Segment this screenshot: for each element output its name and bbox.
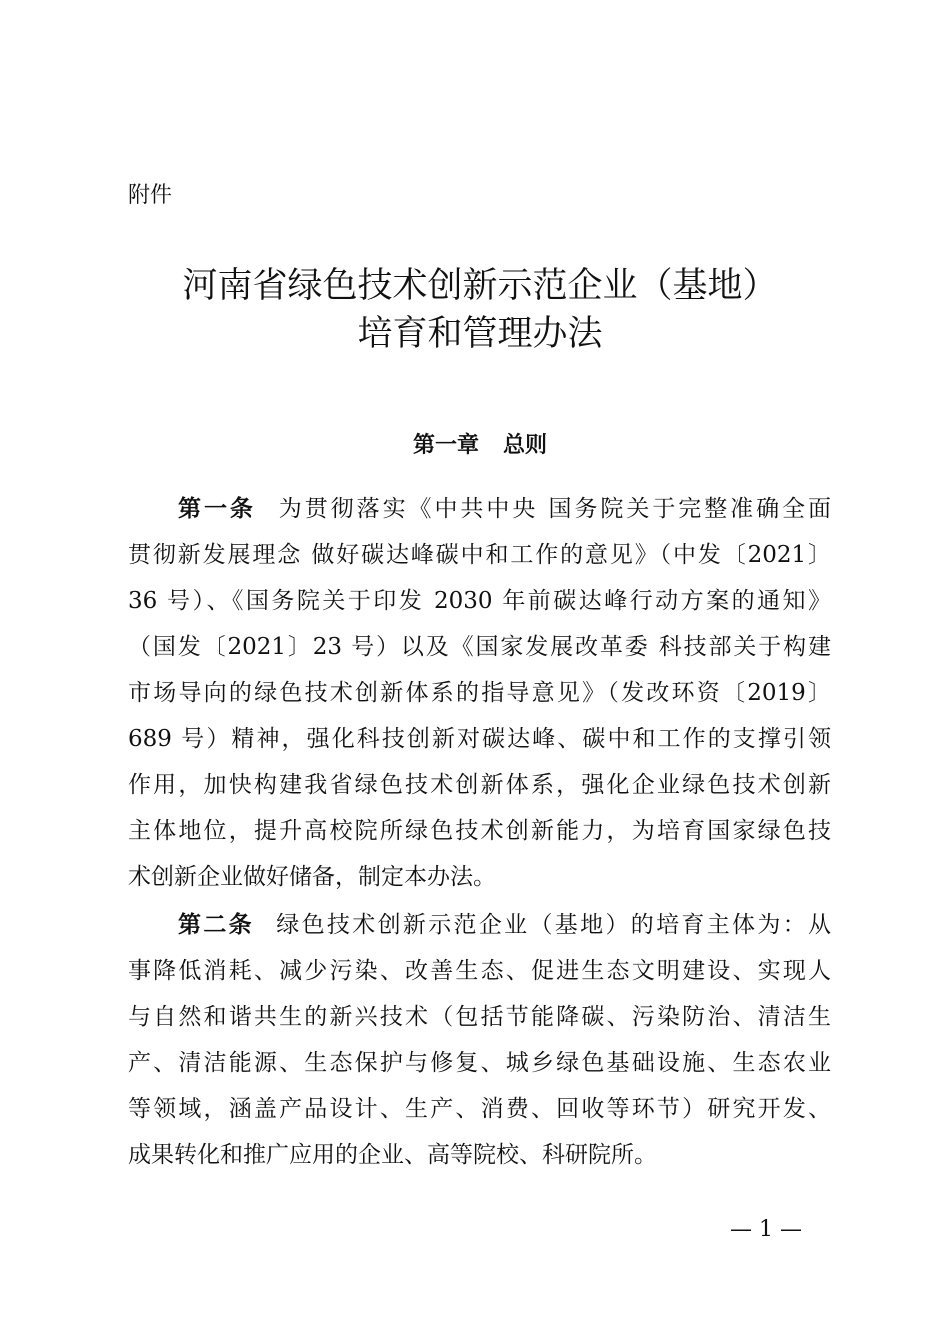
attachment-label: 附件 xyxy=(128,183,173,208)
article-2-line: 等领域，涵盖产品设计、生产、消费、回收等环节）研究开发、 xyxy=(128,1096,831,1122)
article-1-line: 作用，加快构建我省绿色技术创新体系，强化企业绿色技术创新 xyxy=(128,772,831,798)
article-1-label: 第一条 xyxy=(178,496,256,522)
article-1-line: （国发〔2021〕23 号）以及《国家发展改革委 科技部关于构建 xyxy=(128,634,831,660)
article-1-line: 市场导向的绿色技术创新体系的指导意见》（发改环资〔2019〕 xyxy=(128,680,831,706)
article-1-line: 689 号）精神，强化科技创新对碳达峰、碳中和工作的支撑引领 xyxy=(128,726,831,752)
article-1-line: 36 号）、《国务院关于印发 2030 年前碳达峰行动方案的通知》 xyxy=(128,588,831,614)
article-1-line: 主体地位，提升高校院所绿色技术创新能力，为培育国家绿色技 xyxy=(128,818,831,844)
article-2-line: 事降低消耗、减少污染、改善生态、促进生态文明建设、实现人 xyxy=(128,958,831,984)
article-2-label: 第二条 xyxy=(178,912,254,938)
article-1-text: 为贯彻落实《中共中央 国务院关于完整准确全面 xyxy=(275,496,831,522)
document-title-line-1: 河南省绿色技术创新示范企业（基地） xyxy=(182,266,778,306)
article-1-line: 术创新企业做好储备，制定本办法。 xyxy=(128,864,496,890)
article-1-line: 贯彻新发展理念 做好碳达峰碳中和工作的意见》（中发〔2021〕 xyxy=(128,542,831,568)
chapter-heading xyxy=(120,430,840,462)
article-1-line xyxy=(128,490,831,528)
chapter-number: 第一章 xyxy=(412,433,479,458)
article-2-line xyxy=(128,906,831,944)
chapter-title: 总则 xyxy=(503,433,548,458)
article-2-line: 成果转化和推广应用的企业、高等院校、科研院所。 xyxy=(128,1142,657,1168)
article-2-line: 产、清洁能源、生态保护与修复、城乡绿色基础设施、生态农业 xyxy=(128,1050,831,1076)
article-2-text: 绿色技术创新示范企业（基地）的培育主体为：从 xyxy=(273,912,832,938)
article-2-line: 与自然和谐共生的新兴技术（包括节能降碳、污染防治、清洁生 xyxy=(128,1004,831,1030)
page-number: — 1 — xyxy=(730,1217,802,1242)
document-title-line-2: 培育和管理办法 xyxy=(357,314,603,354)
